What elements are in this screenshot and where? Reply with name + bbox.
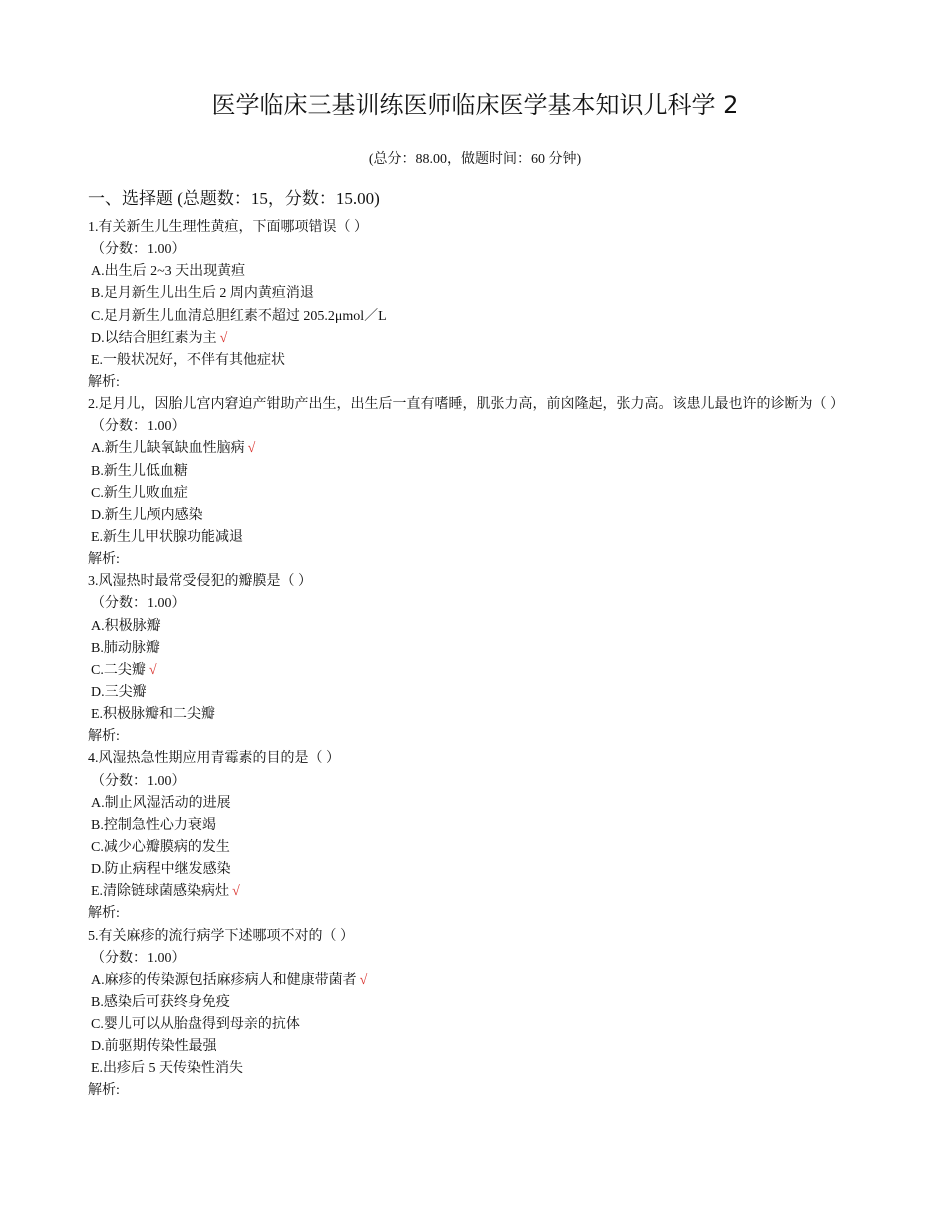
correct-check-icon: √ — [148, 662, 157, 678]
correct-check-icon: √ — [219, 330, 228, 346]
correct-check-icon: √ — [247, 441, 256, 457]
question-list — [88, 217, 888, 1103]
answer-option — [88, 1036, 888, 1058]
answer-option-text: E.清除链球菌感染病灶 — [91, 884, 230, 900]
answer-option — [88, 704, 888, 726]
answer-option-text: A.新生儿缺氧缺血性脑病 — [91, 441, 245, 457]
question-score: （分数：1.00） — [91, 596, 186, 612]
answer-option-text: B.控制急性心力衰竭 — [91, 817, 216, 833]
question-item — [88, 394, 888, 571]
answer-option-text: E.出疹后 5 天传染性消失 — [91, 1061, 244, 1077]
answer-option-text: B.新生儿低血糖 — [91, 463, 188, 479]
answer-option-text: A.出生后 2~3 天出现黄疸 — [91, 264, 246, 280]
answer-option-text: D.防止病程中继发感染 — [91, 862, 231, 878]
analysis-label: 解析: — [88, 906, 120, 922]
analysis-label: 解析: — [88, 552, 120, 568]
answer-option — [88, 992, 888, 1014]
answer-option — [88, 461, 888, 483]
answer-option — [88, 638, 888, 660]
answer-option-text: D.以结合胆红素为主 — [91, 330, 217, 346]
question-stem: 3.风湿热时最常受侵犯的瓣膜是（ ） — [88, 574, 312, 590]
answer-option — [88, 505, 888, 527]
answer-option-text: B.感染后可获终身免疫 — [91, 994, 230, 1010]
question-score: （分数：1.00） — [91, 419, 186, 435]
question-stem: 4.风湿热急性期应用青霉素的目的是（ ） — [88, 751, 340, 767]
answer-option — [88, 483, 888, 505]
answer-option-text: D.新生儿颅内感染 — [91, 507, 203, 523]
question-item — [88, 926, 888, 1103]
correct-check-icon: √ — [232, 884, 240, 900]
answer-option-text: C.减少心瓣膜病的发生 — [91, 839, 230, 855]
answer-option-text: A.积极脉瓣 — [91, 618, 161, 634]
answer-option-text: D.三尖瓣 — [91, 684, 147, 700]
answer-option — [88, 793, 888, 815]
answer-option — [88, 1014, 888, 1036]
answer-option — [88, 527, 888, 549]
question-score: （分数：1.00） — [91, 950, 186, 966]
answer-option — [88, 682, 888, 704]
answer-option — [88, 859, 888, 881]
answer-option-text: A.制止风湿活动的进展 — [91, 795, 231, 811]
question-stem: 1.有关新生儿生理性黄疸，下面哪项错误（ ） — [88, 220, 368, 235]
answer-option — [88, 306, 888, 328]
answer-option — [88, 283, 888, 305]
answer-option — [88, 616, 888, 638]
answer-option-text: E.积极脉瓣和二尖瓣 — [91, 707, 216, 723]
question-stem: 5.有关麻疹的流行病学下述哪项不对的（ ） — [88, 928, 354, 944]
question-item — [88, 748, 888, 925]
answer-option — [88, 660, 888, 682]
correct-check-icon: √ — [359, 972, 368, 988]
answer-option-text: C.婴儿可以从胎盘得到母亲的抗体 — [91, 1017, 300, 1033]
answer-option-text: D.前驱期传染性最强 — [91, 1039, 217, 1055]
answer-option — [88, 261, 888, 283]
answer-option — [88, 438, 888, 460]
question-item — [88, 571, 888, 748]
answer-option — [88, 815, 888, 837]
answer-option — [88, 881, 888, 903]
question-score: （分数：1.00） — [91, 242, 186, 258]
answer-option — [88, 1058, 888, 1080]
answer-option-text: C.足月新生儿血清总胆红素不超过 205.2μmol／L — [91, 308, 387, 324]
answer-option-text: B.肺动脉瓣 — [91, 640, 160, 656]
answer-option — [88, 328, 888, 350]
answer-option-text: A.麻疹的传染源包括麻疹病人和健康带菌者 — [91, 972, 357, 988]
analysis-label: 解析: — [88, 1083, 120, 1099]
answer-option — [88, 837, 888, 859]
document-meta: (总分：88.00，做题时间：60 分钟) — [368, 152, 582, 167]
answer-option-text: E.一般状况好，不伴有其他症状 — [91, 352, 286, 368]
answer-option-text: E.新生儿甲状腺功能减退 — [91, 529, 244, 545]
question-item — [88, 217, 888, 394]
answer-option-text: C.二尖瓣 — [91, 662, 146, 678]
question-stem: 2.足月儿，因胎儿宫内窘迫产钳助产出生，出生后一直有嗜睡，肌张力高，前囟隆起，张力高。该患儿最也许的诊断为（ ） — [88, 397, 844, 413]
analysis-label: 解析: — [88, 374, 120, 390]
analysis-label: 解析: — [88, 729, 120, 745]
answer-option — [88, 970, 888, 992]
answer-option-text: B.足月新生儿出生后 2 周内黄疸消退 — [91, 286, 314, 302]
document-title: 医学临床三基训练医师临床医学基本知识儿科学 2 — [211, 91, 739, 119]
answer-option-text: C.新生儿败血症 — [91, 485, 188, 501]
section-title: 一、选择题 (总题数：15，分数：15.00) — [88, 189, 380, 208]
question-score: （分数：1.00） — [91, 773, 186, 789]
answer-option — [88, 350, 888, 372]
